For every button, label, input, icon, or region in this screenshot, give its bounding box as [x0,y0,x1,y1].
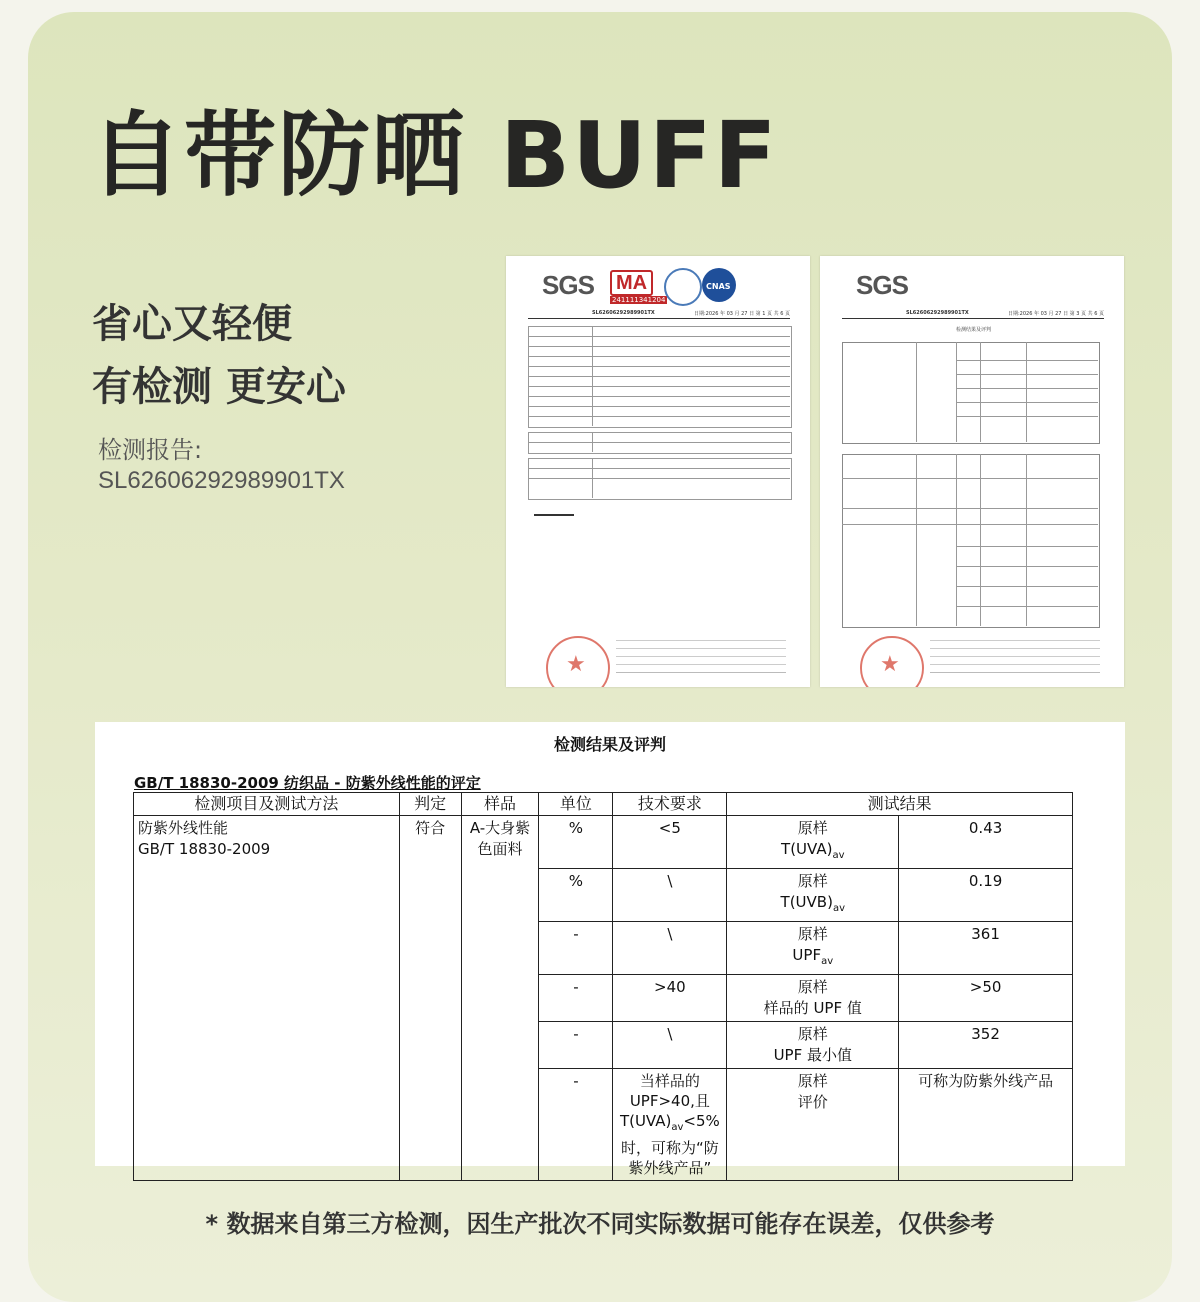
result-name-cell: 原样 样品的 UPF 值 [727,975,899,1022]
cnas-text: CNAS [706,282,731,291]
result-value-cell: 352 [899,1022,1073,1069]
report-page-3[interactable] [820,256,1124,687]
report-page-1[interactable] [506,256,810,687]
result-name-cell: 原样 $UPF_{av}$ [727,922,899,975]
sample-cell [461,816,539,1181]
report-number: SL62606292989901TX [98,467,345,494]
table-row [134,816,1073,869]
header-item: 检测项目及测试方法 [134,793,400,816]
sample-line-1: A-大身紫 [469,819,531,837]
item-name: 防紫外线性能 [138,819,229,837]
ma-number: 241111341204 [612,296,666,304]
result-name-cell: 原样 $T(UVB)_{av}$ [727,869,899,922]
result-value-cell: >50 [899,975,1073,1022]
results-title: 检测结果及评判 [553,735,666,754]
report-no-left: SL62606292989901TX [592,310,655,316]
upf-results-table [133,792,1073,1181]
requirement-cell: 当样品的 UPF>40,且 $T(UVA)_{av}<5\%$ 时，可称为“防 紫外线产品” [613,1069,727,1181]
unit-cell: - [539,1069,613,1181]
sgs-logo: SGS [542,270,594,300]
official-seal-left [546,636,610,687]
requirement-cell: \ [613,869,727,922]
requirement-cell: <5 [613,816,727,869]
colorfast-table-small [842,454,1100,628]
requirement-cell: \ [613,922,727,975]
date-left: 日期:2026 年 03 月 27 日 第 1 页 共 6 页 [694,311,790,317]
official-seal-right [860,636,924,687]
unit-cell: % [539,869,613,922]
upf-table-small [842,342,1100,444]
signature [534,514,574,516]
header-sample: 样品 [461,793,539,816]
sample-line-2: 色面料 [477,840,523,858]
header-verdict: 判定 [399,793,461,816]
header-requirement: 技术要求 [613,793,727,816]
requirement-cell: >40 [613,975,727,1022]
sgs-logo-right: SGS [856,270,908,300]
table-header-row [134,793,1073,816]
date-right: 日期:2026 年 03 月 27 日 第 3 页 共 6 页 [1008,311,1104,317]
result-value-cell: 0.19 [899,869,1073,922]
item-cell [134,816,400,1181]
unit-cell: % [539,816,613,869]
header-unit: 单位 [539,793,613,816]
report-label: 检测报告: [98,436,203,464]
info-table [528,326,792,428]
result-name-cell: 原样 评价 [727,1069,899,1181]
ma-logo: MA [610,270,653,296]
results-heading-small: 检测结果及评判 [956,327,992,333]
unit-cell: - [539,975,613,1022]
result-name-cell: 原样 $T(UVA)_{av}$ [727,816,899,869]
subtitle-easy: 省心又轻便 [92,301,292,347]
unit-cell: - [539,1022,613,1069]
requirement-cell: \ [613,1022,727,1069]
report-no-right: SL62606292989901TX [906,310,969,316]
results-zoom-panel [95,722,1125,1177]
result-value-cell: 361 [899,922,1073,975]
subtitle-tested: 有检测 更安心 [92,364,346,410]
result-name-cell: 原样 UPF 最小值 [727,1022,899,1069]
ilac-icon [664,268,702,306]
result-value-cell: 0.43 [899,816,1073,869]
headline: 自带防晒 BUFF [90,102,779,209]
result-value-cell: 可称为防紫外线产品 [899,1069,1073,1181]
footnote: * 数据来自第三方检测，因生产批次不同实际数据可能存在误差，仅供参考 [205,1210,995,1238]
header-result: 测试结果 [727,793,1073,816]
page-card [28,12,1172,1302]
item-method: GB/T 18830-2009 [138,840,271,858]
verdict-cell: 符合 [399,816,461,1181]
standard-section-title: GB/T 18830-2009 纺织品 - 防紫外线性能的评定 [134,774,481,792]
unit-cell: - [539,922,613,975]
